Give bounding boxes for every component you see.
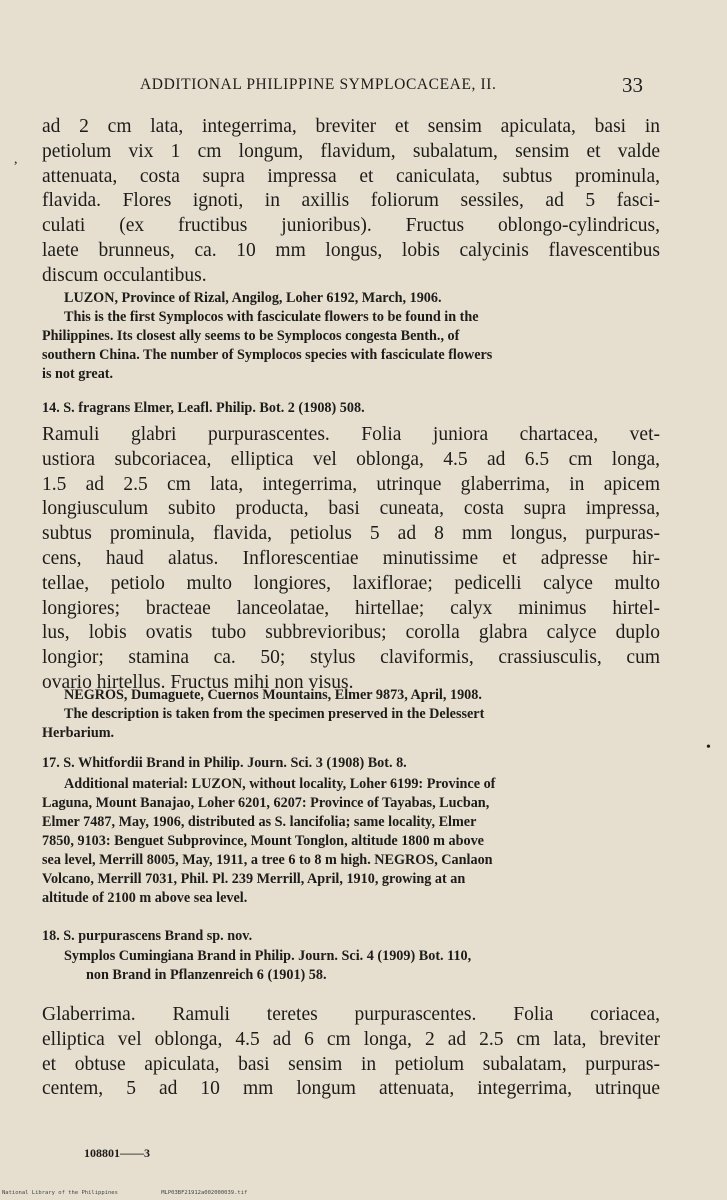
text-line: non Brand in Pflanzenreich 6 (1901) 58. — [86, 967, 327, 983]
text-line: et obtuse apiculata, basi sensim in petiolum subalatam, purpuras- — [42, 1053, 660, 1075]
text-line: Laguna, Mount Banajao, Loher 6201, 6207: Province of Tayabas, Lucban, — [42, 795, 490, 811]
text-line: longiusculum subito producta, basi cuneata, costa supra impressa, — [42, 498, 660, 520]
text-line: 1.5 ad 2.5 cm lata, integerrima, utrinque glaberrima, in apicem — [42, 473, 660, 495]
text-line: This is the first Symplocos with fasciculate flowers to be found in the — [64, 309, 479, 325]
text-line: Philippines. Its closest ally seems to be Symplocos congesta Benth., of — [42, 328, 460, 344]
text-line: tellae, petiolo multo longiores, laxiflorae; pedicelli calyce multo — [42, 572, 660, 594]
text-line: longiores; bracteae lanceolatae, hirtellae; calyx minimus hirtel- — [42, 597, 660, 619]
text-line: southern China. The number of Symplocos species with fasciculate flowers — [42, 347, 493, 363]
library-credit: National Library of the Philippines — [2, 1190, 118, 1196]
text-line: The description is taken from the specimen preserved in the Delessert — [64, 706, 485, 722]
text-line: LUZON, Province of Rizal, Angilog, Loher 6192, March, 1906. — [64, 290, 442, 306]
text-line: discum occulantibus. — [42, 264, 207, 286]
scan-filename: MLP03BF21912a002000039.tif — [161, 1190, 248, 1196]
page-number: 33 — [622, 73, 643, 97]
text-line: centem, 5 ad 10 mm longum attenuata, integerrima, utrinque — [42, 1078, 660, 1100]
latin-description-continued — [42, 115, 660, 289]
text-line: laete brunneus, ca. 10 mm longus, lobis calycinis flavescentibus — [42, 239, 660, 261]
text-line: Elmer 7487, May, 1906, distributed as S. lancifolia; same locality, Elmer — [42, 814, 477, 830]
text-line: 14. S. fragrans Elmer, Leafl. Philip. Bot. 2 (1908) 508. — [42, 400, 365, 416]
text-line: 7850, 9103: Benguet Subprovince, Mount Tonglon, altitude 1800 m above — [42, 833, 484, 849]
latin-description-fragrans — [42, 423, 660, 696]
text-line: Herbarium. — [42, 725, 115, 741]
text-line: Symplos Cumingiana Brand in Philip. Journ. Sci. 4 (1909) Bot. 110, — [64, 948, 472, 964]
species-heading-purpurascens — [42, 927, 660, 946]
text-line: longior; stamina ca. 50; stylus claviformis, crassiusculis, cum — [42, 647, 660, 669]
margin-speck: , — [14, 152, 18, 167]
text-line: 17. S. Whitfordii Brand in Philip. Journ. Sci. 3 (1908) Bot. 8. — [42, 755, 407, 771]
text-line: sea level, Merrill 8005, May, 1911, a tree 6 to 8 m high. NEGROS, Canlaon — [42, 852, 493, 868]
printer-signature: 108801——3 — [84, 1146, 150, 1160]
text-line: Glaberrima. Ramuli teretes purpurascentes. Folia coriacea, — [42, 1004, 660, 1025]
running-title: ADDITIONAL PHILIPPINE SYMPLOCACEAE, II. — [140, 76, 497, 93]
margin-speck: • — [706, 740, 711, 755]
text-line: ustiora subcoriacea, elliptica vel oblonga, 4.5 ad 6.5 cm longa, — [42, 448, 660, 470]
text-line: NEGROS, Dumaguete, Cuernos Mountains, Elmer 9873, April, 1908. — [64, 687, 482, 703]
text-line: Volcano, Merrill 7031, Phil. Pl. 239 Merrill, April, 1910, growing at an — [42, 871, 466, 887]
specimen-note-elmer — [42, 686, 660, 743]
synonym-citation — [42, 947, 660, 985]
text-line: attenuata, costa supra impressa et caniculata, subtus prominula, — [42, 165, 660, 187]
text-line: lus, lobis ovatis tubo subbrevioribus; corolla glabra calyce duplo — [42, 622, 660, 644]
text-line: petiolum vix 1 cm longum, flavidum, subalatum, sensim et valde — [42, 140, 660, 162]
text-line: elliptica vel oblonga, 4.5 ad 6 cm longa, 2 ad 2.5 cm lata, breviter — [42, 1028, 660, 1050]
latin-description-purpurascens — [42, 1003, 660, 1102]
text-line: 18. S. purpurascens Brand sp. nov. — [42, 928, 253, 944]
text-line: Ramuli glabri purpurascentes. Folia juniora chartacea, vet- — [42, 424, 660, 445]
text-line: flavida. Flores ignoti, in axillis foliorum sessiles, ad 5 fasci- — [42, 190, 660, 212]
text-line: culati (ex fructibus junioribus). Fructus oblongo-cylindricus, — [42, 215, 660, 237]
species-heading-whitfordii — [42, 754, 660, 773]
text-line: ovario hirtellus. Fructus mihi non visus. — [42, 671, 354, 693]
text-line: altitude of 2100 m above sea level. — [42, 890, 248, 906]
species-heading-fragrans — [42, 399, 660, 418]
scan-footer — [2, 1190, 287, 1196]
text-line: ad 2 cm lata, integerrima, breviter et sensim apiculata, basi in — [42, 116, 660, 137]
text-line: Additional material: LUZON, without locality, Loher 6199: Province of — [64, 776, 496, 792]
text-line: is not great. — [42, 366, 114, 382]
text-line: cens, haud alatus. Inflorescentiae minutissime et adpresse hir- — [42, 547, 660, 569]
specimen-note-loher — [42, 289, 660, 384]
text-line: subtus prominula, flavida, petiolus 5 ad 8 mm longus, purpuras- — [42, 523, 660, 545]
additional-material-note — [42, 775, 660, 908]
